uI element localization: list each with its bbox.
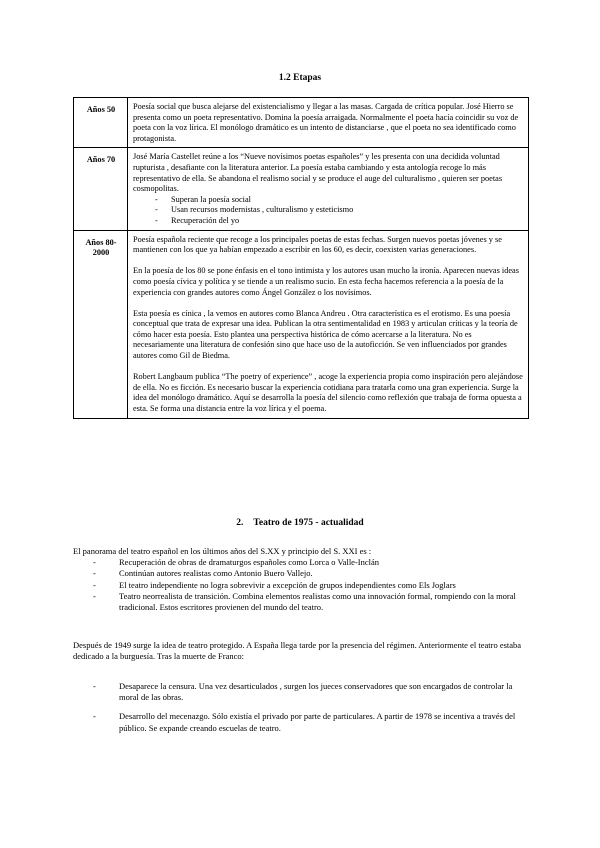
teatro-changes-block [73,681,529,734]
description-cell [128,148,529,230]
list-item: - Recuperación de obras de dramaturgos españoles como Lorca o Valle-Inclán [93,557,529,568]
table-row [74,230,529,418]
table-row [74,148,529,230]
dash-list [73,557,529,613]
list-item: - Recuperación del yo [155,216,524,227]
teatro-intro-block [73,546,529,613]
description-cell [128,230,529,418]
section-title-etapas: 1.2 Etapas [278,73,322,83]
list-item: - Teatro neorrealista de transición. Combina elementos realistas como una innovación formal, rompiendo con la moral tradicional. Estos escritores provienen del mundo del teatro. [93,591,529,613]
list-item: - Continúan autores realistas como Antonio Buero Vallejo. [93,568,529,579]
paragraph: En la poesía de los 80 se pone énfasis en el tono intimista y los autores usan mucho la ironía. Aparecen nuevas ideas como poesía cívica y política y se tiende a un realismo sucio. En esta fecha hacemos referencia a la poesía de la experiencia con grandes autores como Ángel González o los novísimos. [133,266,519,297]
table-row [74,98,529,148]
paragraph: El panorama del teatro español en los últimos años del S.XX y principio del S. XXI es : [73,546,372,556]
era-cell: Años 80-2000 [74,230,128,418]
list-item: - Desaparece la censura. Una vez desarticulados , surgen los jueces conservadores que son encargados de controlar la moral de las obras. [93,681,529,703]
paragraph: Después de 1949 surge la idea de teatro protegido. A España llega tarde por la presencia del régimen. Anteriormente el teatro estaba dedicado a la burguesía. Tras la muerte de Franco: [73,640,522,662]
era-cell: Años 70 [74,148,128,230]
list-item: - El teatro independiente no logra sobrevivir a excepción de grupos independientes como Els Joglars [93,580,529,591]
paragraph: José María Castellet reúne a los “Nueve novísimos poetas españoles” y les presenta con una decidida voluntad rupturista , desafiante con la literatura anterior. La poesía estaba cambiando y esta antología recoge lo más representativo de ella. Se abandona el realismo social y se produce el auge del culturalismo , quieren ser poetas cosmopolitas. [133,152,503,194]
etapas-table [73,97,529,419]
bullet-list [133,195,524,227]
paragraph: Esta poesía es cínica , la vemos en autores como Blanca Andreu . Otra característica es el erotismo. Es una poesía conceptual que trata de expresar una idea. Publican la otra sentimentalidad en 1983 y articulan críticas y la teoría de cómo hacer esta poesía. Esto plantea una perspectiva histórica de cómo acercarse a la literatura. No es necesariamente una literatura de confesión sino que hace uso de la autoficción. Se ven influenciados por grandes autores como Gil de Biedma. [133,308,518,361]
era-cell: Años 50 [74,98,128,148]
list-item: - Usan recursos modernistas , culturalismo y esteticismo [155,205,524,216]
paragraph: Robert Langbaum publica “The poetry of experience” , acoge la experiencia propia como inspiración pero alejándose de ella. No es ficción. Es necesario buscar la experiencia cotidiana para tratarla como una gran experiencia. Surge la idea del monólogo dramático. Aquí se desarrolla la poesía del silencio como reflexión que trabaja de forma opuesta a esta. Se forma una distancia entre la voz lírica y el poema. [133,372,523,414]
teatro-history-block [73,640,529,662]
section-title-text: Teatro de 1975 - actualidad [253,518,364,528]
paragraph: Poesía española reciente que recoge a los principales poetas de estas fechas. Surgen nuevos poetas jóvenes y se mantienen con los que ya habían empezado a escribir en los 60, es decir, coexisten varias generaciones. [133,234,502,255]
paragraph: Poesía social que busca alejarse del existencialismo y llegar a las masas. Cargada de crítica popular. José Hierro se presenta como un poeta representativo. Domina la poesía arraigada. Normalmente el poeta hacía coincidir su voz de poeta con la voz lírica. El monólogo dramático es un intento de distanciarse , que el poeta no sea identificado como protagonista. [133,102,519,143]
list-item: - Superan la poesía social [155,195,524,206]
description-cell [128,98,529,148]
dash-list [73,681,529,734]
section-number: 2. [236,518,244,528]
list-item: - Desarrollo del mecenazgo. Sólo existía el privado por parte de particulares. A partir de 1978 se incentiva a través del público. Se expande creando escuelas de teatro. [93,711,529,733]
section-title-teatro [0,518,600,528]
